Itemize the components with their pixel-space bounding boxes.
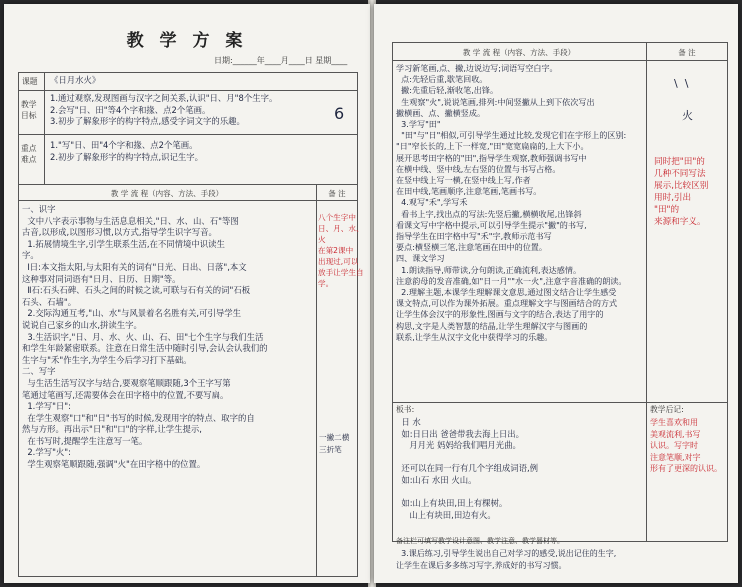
remarks-red-note: 同时把"田"的 几种不同写法 展示,比较区别 用时,引出 "田"的 来源和字义。: [654, 157, 709, 227]
fire-char: 火: [682, 109, 693, 122]
row-divider: [18, 200, 358, 201]
left-page: [4, 4, 370, 583]
board-label: 板书:: [396, 405, 415, 414]
goals-label: 教学 目标: [21, 100, 37, 120]
tick-mark: \ \: [674, 77, 689, 90]
process-header: 教 学 流 程（内容、方法、手段）: [462, 48, 576, 57]
goals-mark: 6: [334, 104, 345, 123]
board-text: 日 水 如:日日出 爸爸带我去海上日出。 月月光 妈妈给我们唱月光曲。 还可以在同一行有几个字组成词语,例 如:山石 水田 火山。 如:山上有块田,田上有棵树。 山上有块田,田边有火。: [401, 417, 538, 520]
key-text: 1."写"日、田"4个字和掾、点2个笔画。 2.初步了解象形字的构字特点,识记生字。: [50, 140, 204, 162]
goals-text: 1.通过观察,发现图画与汉字之间关系,认识"日、月"8个生字。 2.会写"日、田"等4个字和掾、点2个笔画。 3.初步了解象形字的构字特点,感受字词文字的乐趣。: [50, 93, 278, 127]
date-line: 日期:______年____月____日 星期____: [214, 56, 348, 65]
row-divider: [18, 90, 358, 91]
row-divider: [392, 402, 728, 403]
row-divider: [392, 60, 728, 61]
remarks-column-divider: [316, 184, 317, 577]
right-page: [374, 4, 738, 583]
footer-text: 3.课后练习,引导学生说出自己对学习的感受,说出记住的生字, 让学生在课后多多练习写字,养成好的书写习惯。: [396, 549, 617, 570]
remarks-stroke-note: 一撇二横 三折笔: [319, 433, 350, 454]
remarks-column-divider: [646, 42, 647, 542]
topic-label: 课题: [22, 77, 38, 86]
remarks-header: 备 注: [328, 189, 346, 198]
column-divider: [44, 72, 45, 184]
row-divider: [18, 134, 358, 135]
reflection-label: 教学后记:: [650, 405, 684, 414]
process-body: 学习新笔画,点、撇,边说边写;词语写空白字。 点:先轻后重,歇笔回收。 撇:先重后轻,渐收笔,出锋。 生观察"火",说说笔画,排列:中间竖撇从上到下依次写出 撇横画、点、撇横竖成。 3.学写"田" "田"与"日"相似,可引导学生通过比较,发现它们在字形上的区别: "日"窄长长的,上下一样宽,"田"宽宽扁扁的,上大下小。 展开思考田字格的"田",指导学生观察,教师强调书写中 在横中线、竖中线,左右竖的位置与书写占格。 在竖中线上写一横,在竖中线上写,作者 在田中线,笔画顺序,注意笔画,笔画书写。 4.观写"禾",学写禾 看书上字,找出点的写法:先竖后撇,横横收尾,出锋斜 看课文写中字格中提示,可以引导学生提示"撇"的书写, 指导学生在田字格中写"禾"字,教师示范书写 要点:横竖横三笔,注意笔画在田中的位置。 四、课文学习 1.朗读指导,师带读,分句朗读,正确流利,表达感情。 注意韵母的发音准确,如"日一月""水一火",注意字音准确的朗读。 2.理解主题,本课学生理解课文意思,通过图文结合让学生感受 课文特点,可以作为课外拓展。重点理解文字与图画结合的方式 让学生体会汉字的形象性,图画与文字的结合,表达了用字的 构思,文字是人类智慧的结晶,让学生理解汉字与图画的 联系,让学生从汉字文化中获得学习的乐趣。: [396, 63, 627, 342]
remarks-header: 备 注: [678, 48, 696, 57]
remarks-red-note: 八个生字中 日、月、水、火 在第2课中 出现过,可以 放手让学生自学。: [318, 213, 364, 288]
row-divider: [18, 184, 358, 185]
topic-value: 《日月水火》: [50, 75, 101, 85]
key-label: 重点 难点: [21, 144, 37, 164]
process-body: 一、识字 文中八字表示事物与生活息息相关,"日、水、山、石"等图 古音,以形成,以图形习惯,以方式,指导学生识字写音。 1.拓展情境生字,引学生联系生活,在不同情境中识读生 字。 Ⅰ日:本文指太阳,与太阳有关的词有"日光、日出、日落",本文 这种事对同词语有"日月、日历、日期"等。 Ⅱ石:石头石碑、石头之间的时候之读,可联与石有关的词"石板 石头、石墙"。 2.交际沟通互考,"山、水"与风景着名名胜有关,可引导学生 说说自己家乡的山水,拼读生字。 3.生活识字,"日、月、水、火、山、石、田"七个生字与我们生活 和学生年龄紧密联系。注意在日常生活中随时引导,会认会认我们的 生字与"禾"作生字,为学生今后学习打下基础。 二、写字 与生活生活写汉字与结合,要观察笔顺跟随,3个王字写第 笔通过笔画写,还需要体会在田字格中的位置,不要写扁。 1.学写"日": 在学生观察"口"和"日"书写的时候,发现用字的特点、取字的自 然与方形。再出示"日"和"口"的字样,让学生提示, 在书写时,提醒学生注意写一笔。 2.学写"火": 学生观察笔顺跟随,强调"火"在田字格中的位置。: [22, 204, 268, 470]
footer-note: 备注栏可填写教学设计意图、教学注意、教学器材等。: [396, 537, 564, 545]
page-title: 教 学 方 案: [126, 31, 248, 51]
process-header: 教 学 流 程（内容、方法、手段）: [110, 189, 224, 198]
reflection-text: 学生喜欢和用 美观流利,书写 认识。写字时 注意笔顺,对字 形有了更深的认识。: [650, 418, 722, 473]
